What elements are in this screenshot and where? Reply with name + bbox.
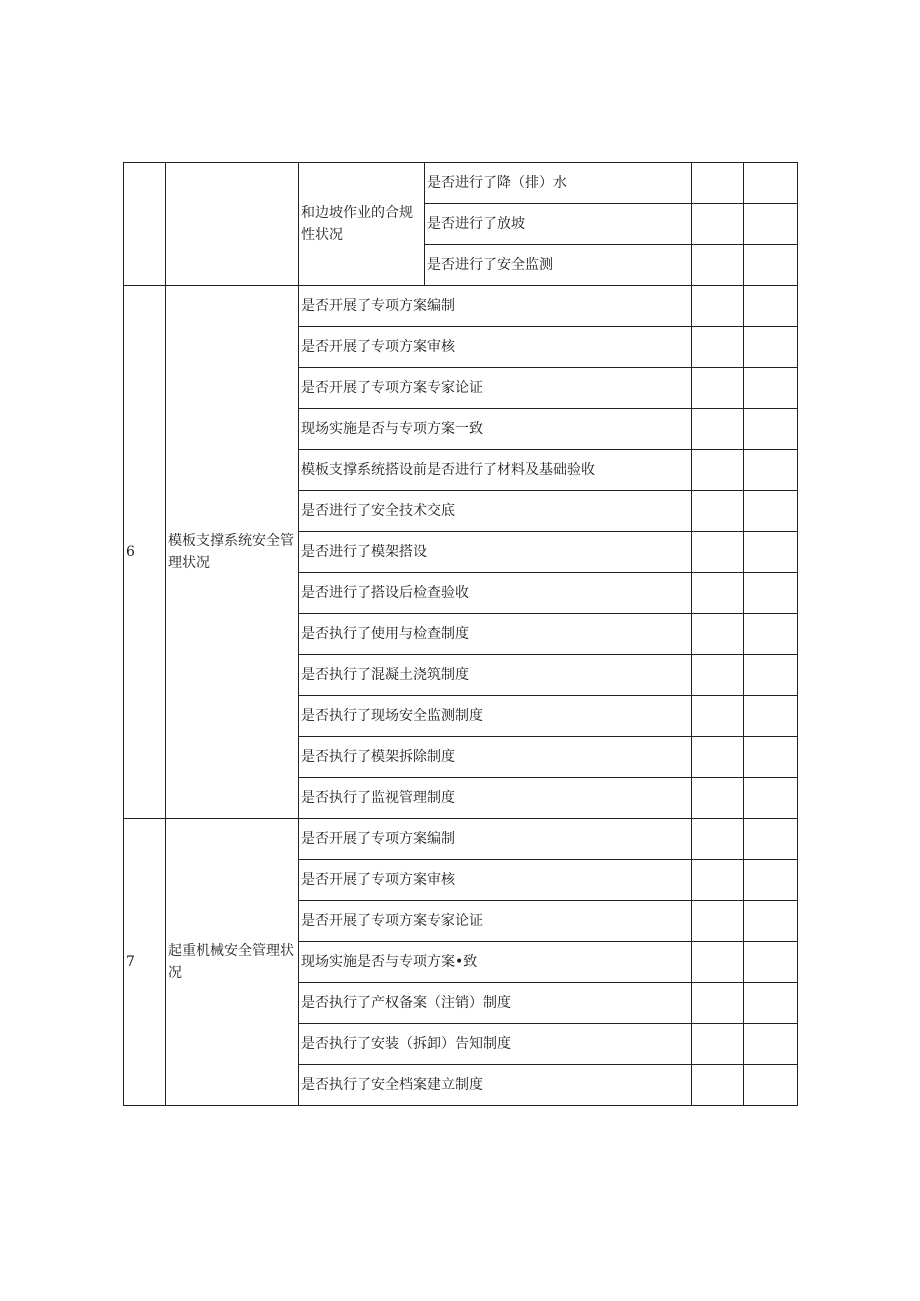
result-cell	[692, 204, 744, 245]
check-item: 现场实施是否与专项方案•致	[299, 942, 692, 983]
subcategory-cell: 和边坡作业的合规性状况	[299, 163, 425, 286]
result-cell	[692, 491, 744, 532]
remark-cell	[744, 696, 798, 737]
check-item: 是否执行了现场安全监测制度	[299, 696, 692, 737]
row-number-cell: 7	[124, 819, 166, 1106]
remark-cell	[744, 655, 798, 696]
check-item: 是否执行了安全档案建立制度	[299, 1065, 692, 1106]
remark-cell	[744, 327, 798, 368]
remark-cell	[744, 286, 798, 327]
check-item: 是否进行了安全监测	[425, 245, 692, 286]
table-row	[124, 819, 798, 860]
category-cell	[166, 163, 299, 286]
result-cell	[692, 163, 744, 204]
result-cell	[692, 1024, 744, 1065]
check-item: 是否进行了安全技术交底	[299, 491, 692, 532]
result-cell	[692, 450, 744, 491]
result-cell	[692, 327, 744, 368]
remark-cell	[744, 532, 798, 573]
remark-cell	[744, 163, 798, 204]
check-item: 是否执行了产权备案（注销）制度	[299, 983, 692, 1024]
check-item: 是否执行了使用与检查制度	[299, 614, 692, 655]
check-item: 是否进行了搭设后检查验收	[299, 573, 692, 614]
check-item: 是否开展了专项方案专家论证	[299, 368, 692, 409]
result-cell	[692, 614, 744, 655]
result-cell	[692, 778, 744, 819]
remark-cell	[744, 409, 798, 450]
result-cell	[692, 983, 744, 1024]
check-item: 是否进行了降（排）水	[425, 163, 692, 204]
result-cell	[692, 532, 744, 573]
check-item: 是否开展了专项方案编制	[299, 819, 692, 860]
result-cell	[692, 286, 744, 327]
inspection-table	[123, 162, 798, 1106]
check-item: 模板支撑系统搭设前是否进行了材料及基础验收	[299, 450, 692, 491]
check-item: 是否开展了专项方案审核	[299, 327, 692, 368]
check-item: 是否执行了安装（拆卸）告知制度	[299, 1024, 692, 1065]
remark-cell	[744, 778, 798, 819]
remark-cell	[744, 573, 798, 614]
remark-cell	[744, 819, 798, 860]
table-row	[124, 286, 798, 327]
result-cell	[692, 696, 744, 737]
remark-cell	[744, 450, 798, 491]
check-item: 是否开展了专项方案编制	[299, 286, 692, 327]
remark-cell	[744, 204, 798, 245]
row-number-cell	[124, 163, 166, 286]
check-item: 是否执行了监视管理制度	[299, 778, 692, 819]
result-cell	[692, 655, 744, 696]
check-item: 是否进行了模架搭设	[299, 532, 692, 573]
category-cell: 模板支撑系统安全管理状况	[166, 286, 299, 819]
result-cell	[692, 819, 744, 860]
remark-cell	[744, 901, 798, 942]
row-number-cell: 6	[124, 286, 166, 819]
remark-cell	[744, 1024, 798, 1065]
result-cell	[692, 942, 744, 983]
check-item: 是否开展了专项方案专家论证	[299, 901, 692, 942]
result-cell	[692, 737, 744, 778]
remark-cell	[744, 245, 798, 286]
result-cell	[692, 860, 744, 901]
remark-cell	[744, 737, 798, 778]
check-item: 现场实施是否与专项方案一致	[299, 409, 692, 450]
remark-cell	[744, 942, 798, 983]
result-cell	[692, 573, 744, 614]
check-item: 是否进行了放坡	[425, 204, 692, 245]
result-cell	[692, 901, 744, 942]
remark-cell	[744, 983, 798, 1024]
table-row	[124, 163, 798, 204]
check-item: 是否执行了模架拆除制度	[299, 737, 692, 778]
category-cell: 起重机械安全管理状况	[166, 819, 299, 1106]
remark-cell	[744, 491, 798, 532]
check-item: 是否执行了混凝土浇筑制度	[299, 655, 692, 696]
result-cell	[692, 1065, 744, 1106]
result-cell	[692, 245, 744, 286]
result-cell	[692, 368, 744, 409]
remark-cell	[744, 860, 798, 901]
result-cell	[692, 409, 744, 450]
remark-cell	[744, 614, 798, 655]
check-item: 是否开展了专项方案审核	[299, 860, 692, 901]
remark-cell	[744, 1065, 798, 1106]
remark-cell	[744, 368, 798, 409]
